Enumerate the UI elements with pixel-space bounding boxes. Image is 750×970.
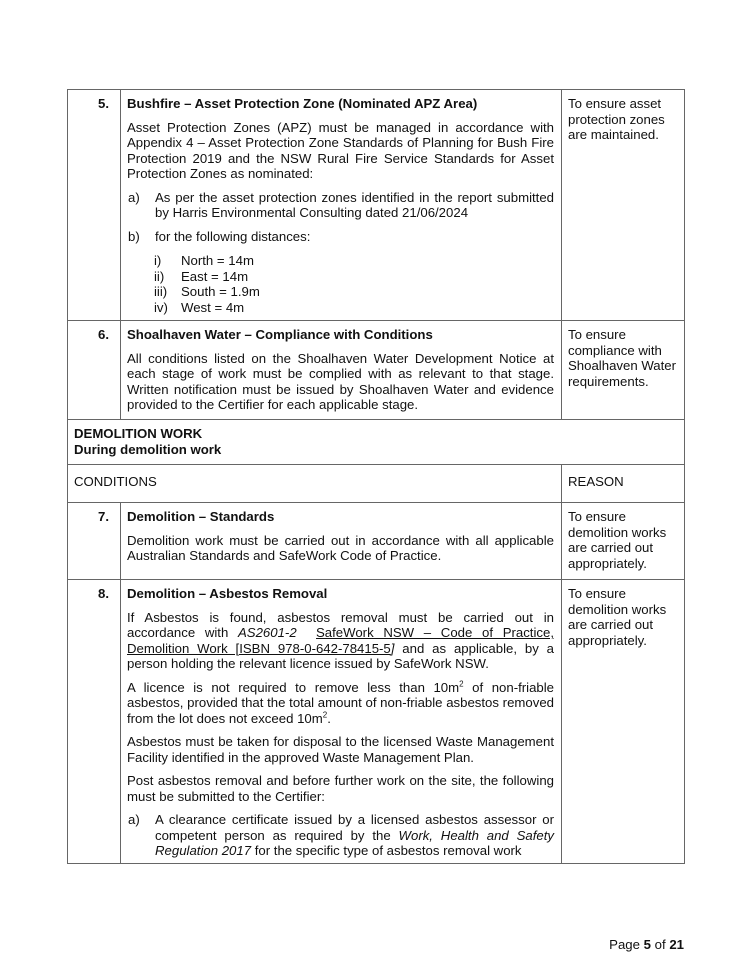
condition-title: Demolition – Asbestos Removal	[127, 586, 328, 601]
condition-paragraph: Asset Protection Zones (APZ) must be managed in accordance with Appendix 4 – Asset Protection Zone Standards of Planning for Bush Fire Protection 2019 and the NSW Rural Fire Service Standards for Asset Protection Zones as nominated:	[127, 119, 554, 181]
header-conditions: CONDITIONS	[68, 465, 562, 503]
section-row	[68, 420, 685, 465]
distance-text: East = 14m	[181, 268, 249, 284]
distance-text: West = 4m	[181, 299, 245, 315]
distance-text: South = 1.9m	[181, 284, 260, 299]
superscript: 2	[322, 710, 328, 720]
header-reason: REASON	[562, 465, 685, 503]
condition-body	[121, 503, 562, 580]
condition-number: 8.	[68, 580, 121, 864]
standard-reference: AS2601-2	[238, 625, 297, 640]
distance-item	[154, 300, 554, 316]
distance-list	[127, 253, 554, 315]
page-number	[609, 937, 684, 953]
condition-body	[121, 321, 562, 420]
condition-row-6	[68, 321, 685, 420]
condition-paragraph: Demolition work must be carried out in accordance with all applicable Australian Standards and SafeWork Code of Practice.	[127, 532, 554, 563]
distance-label: iv)	[154, 299, 168, 315]
text-run: and as applicable, by a person holding the relevant licence issued by SafeWork NSW.	[127, 640, 554, 671]
condition-title: Bushfire – Asset Protection Zone (Nominated APZ Area)	[127, 96, 478, 111]
page-word: Page	[609, 937, 640, 952]
total-pages: 21	[669, 937, 684, 952]
current-page: 5	[643, 937, 651, 952]
distance-label: ii)	[154, 268, 165, 284]
distance-item	[154, 284, 554, 300]
list-text: As per the asset protection zones identified in the report submitted by Harris Environmental Consulting dated 21/06/2024	[155, 189, 554, 220]
list-text: for the following distances:	[155, 228, 311, 244]
condition-body	[121, 90, 562, 321]
superscript: 2	[459, 679, 464, 689]
condition-number: 7.	[68, 503, 121, 580]
section-subtitle: During demolition work	[74, 441, 222, 457]
condition-paragraph: Asbestos must be taken for disposal to the licensed Waste Management Facility identified in the approved Waste Management Plan.	[127, 734, 554, 765]
condition-number: 5.	[68, 90, 121, 321]
condition-row-5	[68, 90, 685, 321]
condition-row-7	[68, 503, 685, 580]
distance-item	[154, 253, 554, 269]
list-label: a)	[128, 812, 140, 827]
distance-item	[154, 269, 554, 285]
list-label: a)	[128, 189, 140, 205]
of-word: of	[654, 937, 666, 952]
list-item	[127, 229, 554, 245]
condition-paragraph	[127, 610, 554, 672]
regulation-reference: Work, Health and Safety Regulation 2017	[155, 827, 554, 858]
text-run: for the specific type of asbestos removal work	[251, 843, 522, 858]
distance-text: North = 14m	[181, 253, 254, 268]
distance-label: iii)	[154, 284, 168, 299]
section-heading	[68, 420, 685, 465]
section-title: DEMOLITION WORK	[74, 426, 203, 441]
distance-label: i)	[154, 253, 162, 268]
condition-reason: To ensure demolition works are carried out appropriately.	[562, 503, 685, 580]
text-run: A clearance certificate issued by a licensed asbestos assessor or competent person as required by the	[155, 812, 554, 843]
condition-reason: To ensure demolition works are carried out appropriately.	[562, 580, 685, 864]
table-header-row	[68, 465, 685, 503]
conditions-table	[67, 89, 685, 864]
text-run: ]	[390, 640, 395, 656]
condition-title: Shoalhaven Water – Compliance with Conditions	[127, 327, 433, 342]
list-item	[127, 190, 554, 221]
condition-row-8	[68, 580, 685, 864]
text-run: If Asbestos is found, asbestos removal must be carried out in accordance with	[127, 609, 554, 640]
list-label: b)	[128, 228, 140, 244]
list-item	[127, 812, 554, 859]
text-run: of non-friable asbestos, provided that the total amount of non-friable asbestos removed from the lot does not exceed 10m	[127, 679, 555, 726]
text-run: A licence is not required to remove less than 10m	[127, 679, 460, 695]
list-text	[155, 812, 554, 859]
text-run: .	[327, 710, 331, 726]
condition-reason: To ensure asset protection zones are maintained.	[562, 90, 685, 321]
condition-paragraph: All conditions listed on the Shoalhaven Water Development Notice at each stage of work must be complied with as relevant to that stage. Written notification must be issued by Shoalhaven Water and evidence provided to the Certifier for each applicable stage.	[127, 350, 554, 412]
condition-title: Demolition – Standards	[127, 509, 275, 524]
code-reference: SafeWork NSW – Code of Practice, Demolition Work [ISBN 978-0-642-78415-5	[127, 625, 554, 656]
condition-paragraph	[127, 680, 554, 727]
condition-paragraph: Post asbestos removal and before further work on the site, the following must be submitted to the Certifier:	[127, 773, 554, 804]
condition-reason: To ensure compliance with Shoalhaven Water requirements.	[562, 321, 685, 420]
condition-body	[121, 580, 562, 864]
condition-number: 6.	[68, 321, 121, 420]
